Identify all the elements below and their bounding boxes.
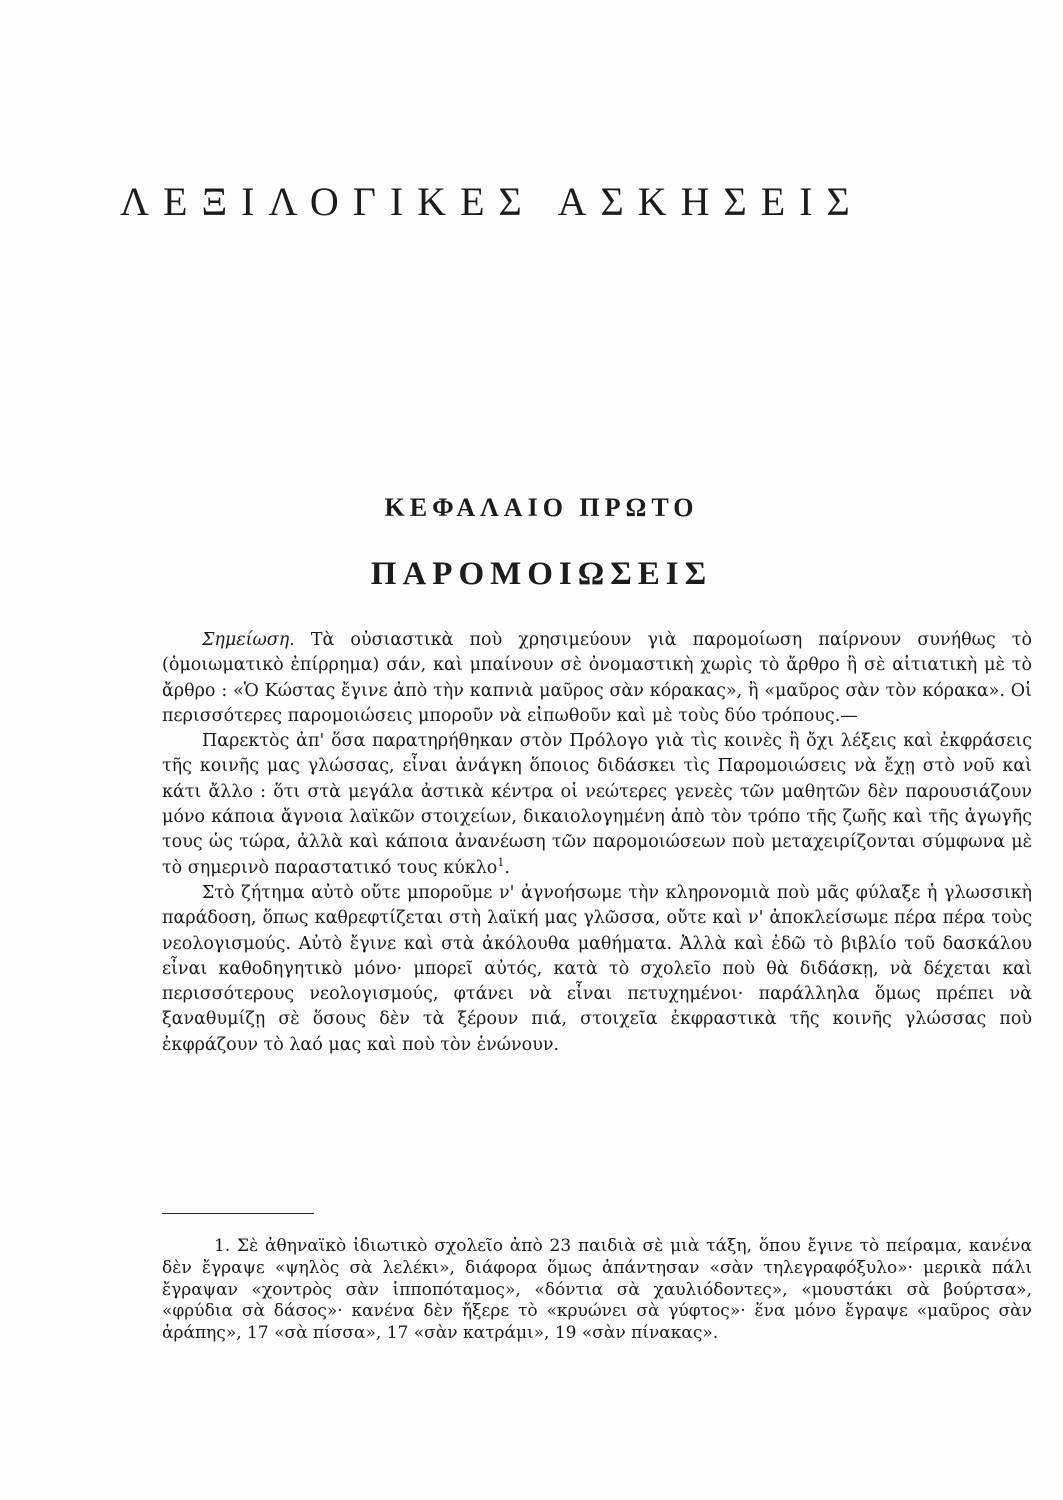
footnote-divider [162,1213,314,1214]
paragraph-2-text: Παρεκτὸς ἀπ' ὅσα παρατηρήθηκαν στὸν Πρόλογο γιὰ τὶς κοινὲς ἢ ὄχι λέξεις καὶ ἐκφράσεις τῆς κοινῆς μας γλώσσας, εἶναι ἀνάγκη ὅποιος διδάσκει τὶς Παρομοιώσεις νὰ ἔχῃ στὸ νοῦ καὶ κάτι ἄλλο : ὅτι στὰ μεγάλα ἀστικὰ κέντρα οἱ νεώτερες γενεὲς τῶν μαθητῶν δὲν παρουσιάζουν μόνο κάποια ἄγνοια λαϊκῶν στοιχείων, δικαιολογημένη ἀπὸ τὸν τρόπο τῆς ζωῆς καὶ τῆς ἀγωγῆς τους ὡς τώρα, ἀλλὰ καὶ κάποια ἀνανέωση τῶν παρομοιώσεων ποὺ μεταχειρίζονται σύμφωνα μὲ τὸ σημερινὸ παραστατικό τους κύκλο [162,731,1032,878]
main-title: ΛΕΞΙΛΟΓΙΚΕΣ ΑΣΚΗΣΕΙΣ [120,179,864,224]
paragraph-note [162,628,1032,729]
footnote-reference: 1 [497,855,505,869]
body-text [162,628,1032,1058]
paragraph-2-end: . [504,857,510,878]
chapter-title: ΠΑΡΟΜΟΙΩΣΕΙΣ [370,556,713,592]
paragraph-3: Στὸ ζήτημα αὐτὸ οὔτε μποροῦμε ν' ἀγνοήσωμε τὴν κληρονομιὰ ποὺ μᾶς φύλαξε ἡ γλωσσικὴ παράδοση, ὅπως καθρεφτίζεται στὴ λαϊκή μας γλῶσσα, οὔτε καὶ ν' ἀποκλείσωμε πέρα πέρα τοὺς νεολογισμούς. Αὐτὸ ἔγινε καὶ στὰ ἀκόλουθα μαθήματα. Ἀλλὰ καὶ ἐδῶ τὸ βιβλίο τοῦ δασκάλου εἶναι καθοδηγητικὸ μόνο· μπορεῖ αὐτός, κατὰ τὸ σχολεῖο ποὺ θὰ διδάσκῃ, νὰ δέχεται καὶ περισσότερους νεολογισμούς, φτάνει νὰ εἶναι πετυχημένοι· παράλληλα ὅμως πρέπει νὰ ξαναθυμίζῃ σὲ ὅσους δὲν τὰ ξέρουν πιά, στοιχεῖα ἐκφραστικὰ τῆς κοινῆς γλώσσας ποὺ ἐκφράζουν τὸ λαό μας καὶ ποὺ τὸν ἑνώνουν. [162,882,1032,1055]
footnote: 1. Σὲ ἀθηναϊκὸ ἰδιωτικὸ σχολεῖο ἀπὸ 23 παιδιὰ σὲ μιὰ τάξη, ὅπου ἔγινε τὸ πείραμα, κανένα δὲν ἔγραψε «ψηλὸς σὰ λελέκι», διάφορα ὅμως ἀπάντησαν «σὰν τηλεγραφόξυλο»· μερικὰ πάλι ἔγραψαν «χοντρὸς σὰν ἱπποπόταμος», «δόντια σὰ χαυλιόδοντες», «μουστάκι σὰ βούρτσα», «φρύδια σὰ δάσος»· κανένα δὲν ἤξερε τὸ «κρυώνει σὰ γύφτος»· ἕνα μόνο ἔγραψε «μαῦρος σὰν ἀράπης», 17 «σὰ πίσσα», 17 «σὰν κατράμι», 19 «σὰν πίνακας». [162,1236,1032,1344]
paragraph-note-text: Τὰ οὐσιαστικὰ ποὺ χρησιμεύουν γιὰ παρομοίωση παίρνουν συνήθως τὸ (ὁμοιωματικὸ ἐπίρρημα) σάν, καὶ μπαίνουν σὲ ὀνομαστικὴ χωρὶς τὸ ἄρθρο ἢ σὲ αἰτιατικὴ μὲ τὸ ἄρθρο : «Ὁ Κώστας ἔγινε ἀπὸ τὴν καπνιὰ μαῦρος σὰν κόρακας», ἢ «μαῦρος σὰν τὸν κόρακα». Οἱ περισσότερες παρομοιώσεις μποροῦν νὰ εἰπωθοῦν καὶ μὲ τοὺς δύο τρόπους.— [162,630,1032,726]
paragraph-2 [162,729,1032,881]
note-label: Σημείωση. [202,630,295,650]
chapter-label: ΚΕΦΑΛΑΙΟ ΠΡΩΤΟ [384,493,699,522]
